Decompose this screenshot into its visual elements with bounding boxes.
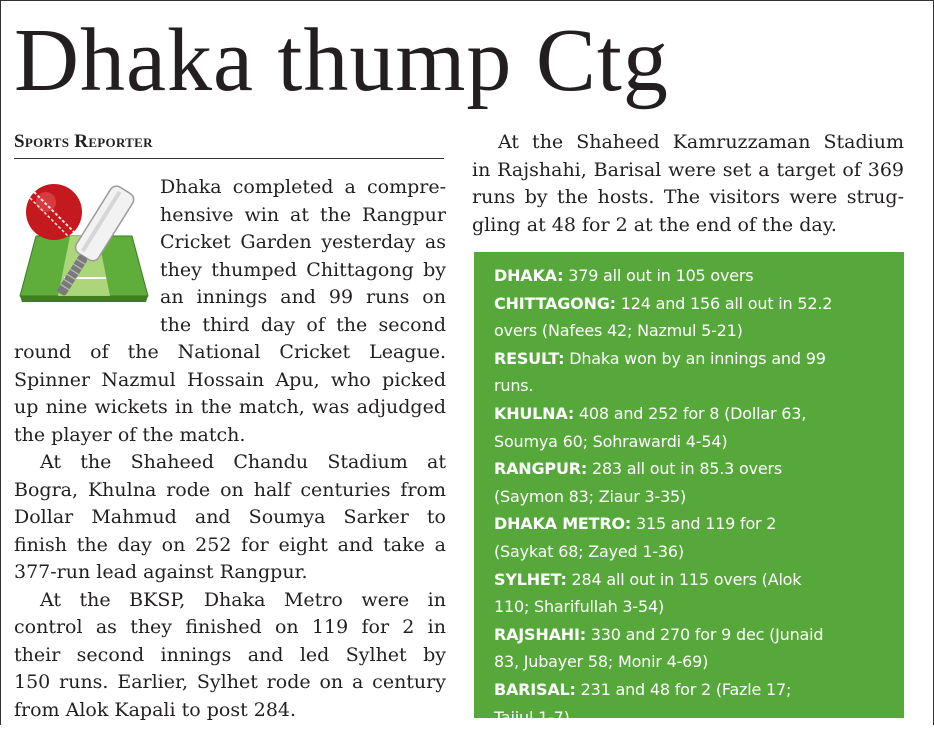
scoreboard-list [494,262,894,731]
score-text: (Saymon 83; Ziaur 3-35) [494,483,894,511]
score-entry [494,621,894,649]
text-line: the third day of the second [160,312,446,340]
team-name: KHULNA: [494,404,574,423]
score-text: runs. [494,372,894,400]
score-text: Dhaka won by an innings and 99 [564,349,825,368]
text-line: 150 runs. Earlier, Sylhet rode on a century [14,669,446,697]
score-entry [494,566,894,594]
text-line: 377-run lead against Rangpur. [14,559,446,587]
team-name: CHITTAGONG: [494,294,616,313]
team-name: RESULT: [494,349,564,368]
score-text: 83, Jubayer 58; Monir 4-69) [494,648,894,676]
text-line: they thumped Chittagong by [160,257,446,285]
text-line: finish the day on 252 for eight and take a [14,532,446,560]
score-entry [494,400,894,428]
text-line: an innings and 99 runs on [160,284,446,312]
cricket-ball-bat-icon [14,178,150,306]
text-line: up nine wickets in the match, was adjudged [14,394,446,422]
article-column-1 [14,339,446,724]
team-name: RAJSHAHI: [494,625,586,644]
score-text: (Saykat 68; Zayed 1-36) [494,538,894,566]
byline: Sports Reporter [14,131,153,153]
score-entry [494,345,894,373]
text-line: in Rajshahi, Barisal were set a target of 369 [472,157,904,185]
text-line: round of the National Cricket League. [14,339,446,367]
text-line: At the BKSP, Dhaka Metro were in [14,587,446,615]
score-text: 379 all out in 105 overs [563,266,753,285]
text-line: Spinner Nazmul Hossain Apu, who picked [14,367,446,395]
text-line: Dollar Mahmud and Soumya Sarker to [14,504,446,532]
team-name: DHAKA METRO: [494,514,631,533]
scoreboard-box [474,252,904,718]
text-line: Bogra, Khulna rode on half centuries from [14,477,446,505]
score-text: overs (Nafees 42; Nazmul 5-21) [494,317,894,345]
text-line: their second innings and led Sylhet by [14,642,446,670]
text-line: runs by the hosts. The visitors were strug- [472,184,904,212]
byline-rule [14,158,444,159]
score-entry [494,676,894,704]
team-name: SYLHET: [494,570,567,589]
text-line: from Alok Kapali to post 284. [14,697,446,725]
text-line: hensive win at the Rangpur [160,202,446,230]
lead-paragraph [160,174,446,339]
score-text: 315 and 119 for 2 [631,514,776,533]
text-line: gling at 48 for 2 at the end of the day. [472,212,904,240]
score-text: Taijul 1-7) [494,704,894,731]
score-text: Soumya 60; Sohrawardi 4-54) [494,428,894,456]
text-line: the player of the match. [14,422,446,450]
score-text: 330 and 270 for 9 dec (Junaid [586,625,823,644]
score-text: 408 and 252 for 8 (Dollar 63, [574,404,806,423]
team-name: BARISAL: [494,680,576,699]
text-line: At the Shaheed Chandu Stadium at [14,449,446,477]
article-column-2 [472,129,904,239]
score-entry [494,290,894,318]
text-line: At the Shaheed Kamruzzaman Stadium [472,129,904,157]
score-text: 231 and 48 for 2 (Fazle 17; [576,680,791,699]
text-line: Dhaka completed a compre- [160,174,446,202]
score-text: 124 and 156 all out in 52.2 [616,294,832,313]
headline: Dhaka thump Ctg [14,6,669,116]
text-line: control as they finished on 119 for 2 in [14,614,446,642]
score-text: 283 all out in 85.3 overs [587,459,782,478]
score-text: 110; Sharifullah 3-54) [494,593,894,621]
team-name: DHAKA: [494,266,563,285]
text-line: Cricket Garden yesterday as [160,229,446,257]
score-entry [494,262,894,290]
score-entry [494,510,894,538]
score-text: 284 all out in 115 overs (Alok [567,570,802,589]
score-entry [494,455,894,483]
team-name: RANGPUR: [494,459,587,478]
